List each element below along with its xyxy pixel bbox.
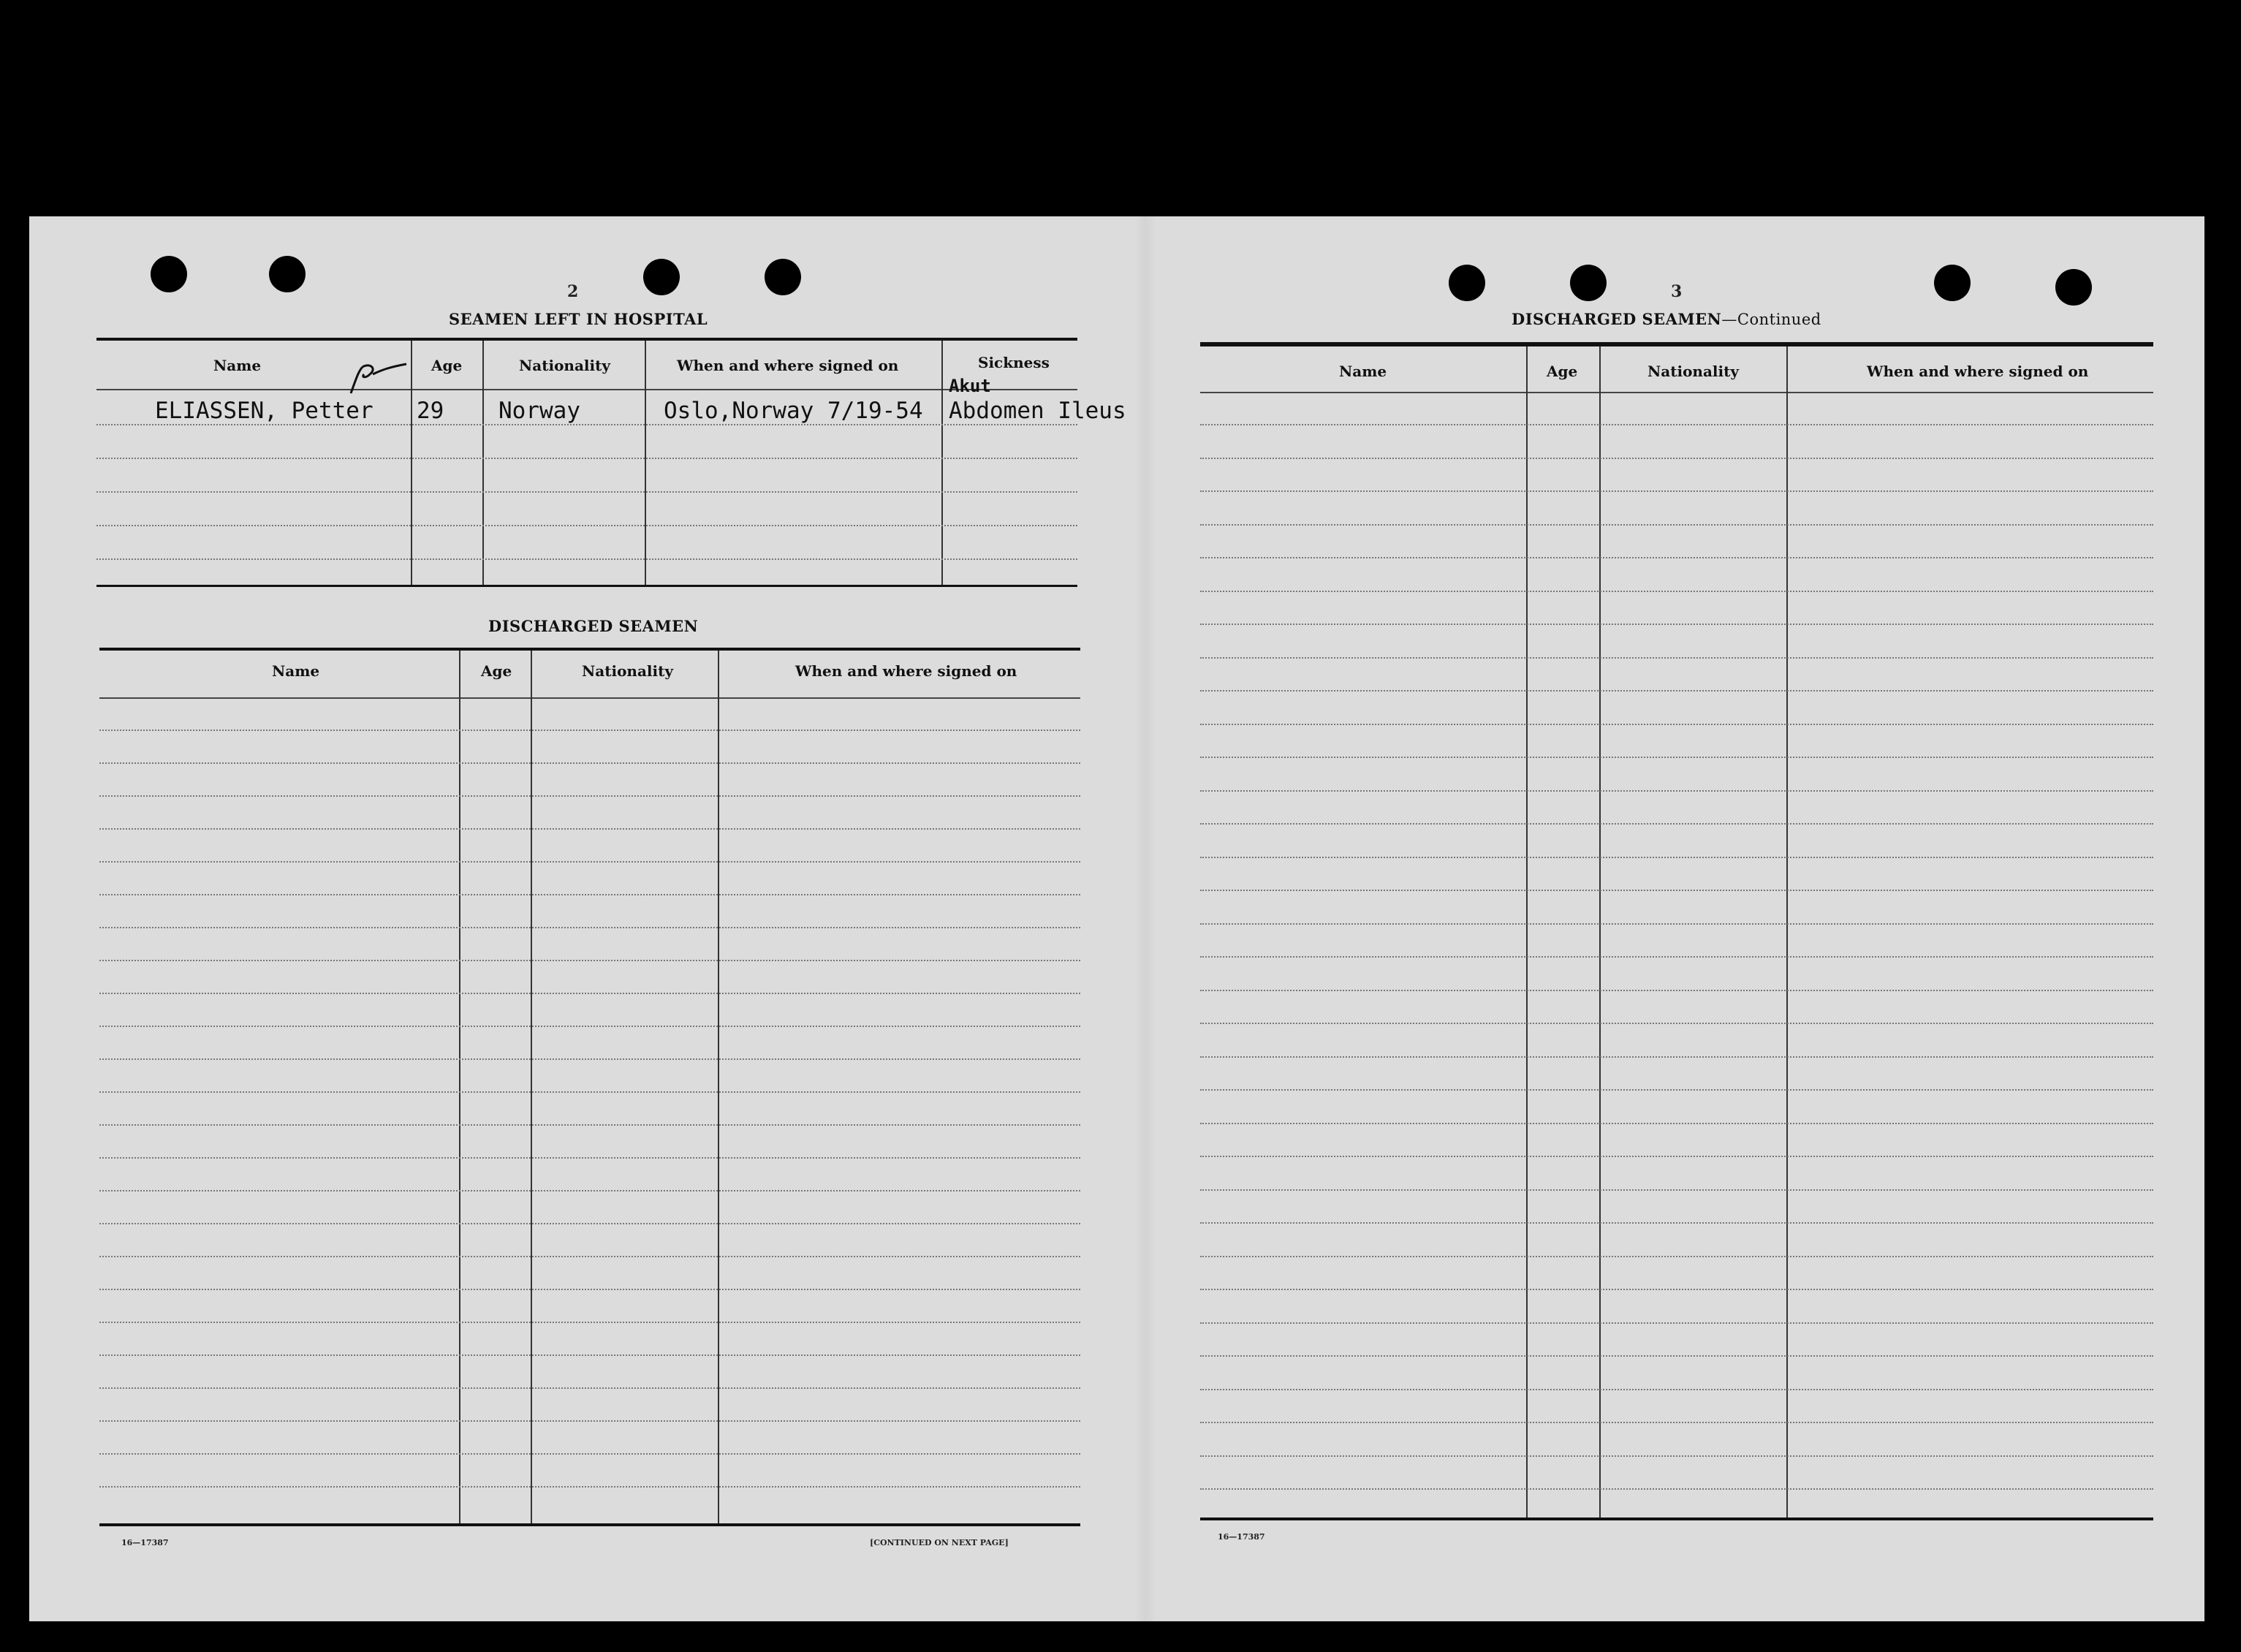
row-rule bbox=[1200, 1355, 2153, 1357]
table-row bbox=[96, 396, 1126, 428]
punch-hole bbox=[1934, 265, 1971, 301]
col-header-nationality: Nationality bbox=[519, 357, 610, 374]
handwritten-mark bbox=[348, 360, 414, 396]
row-rule bbox=[99, 1124, 1080, 1126]
continued-note: [CONTINUED ON NEXT PAGE] bbox=[870, 1538, 1009, 1547]
row-rule bbox=[99, 795, 1080, 797]
row-rule bbox=[99, 1223, 1080, 1224]
sickness-annotation: Akut bbox=[949, 376, 991, 396]
hospital-section-title: SEAMEN LEFT IN HOSPITAL bbox=[449, 310, 708, 328]
row-rule bbox=[99, 1453, 1080, 1455]
row-rule bbox=[99, 1322, 1080, 1323]
row-rule bbox=[99, 1157, 1080, 1159]
row-rule bbox=[99, 894, 1080, 895]
row-rule bbox=[99, 1354, 1080, 1356]
col-header-name: Name bbox=[272, 662, 320, 680]
punch-hole bbox=[269, 256, 306, 292]
row-rule bbox=[99, 1420, 1080, 1422]
col-header-signed-on: When and where signed on bbox=[795, 662, 1017, 680]
col-header-nationality: Nationality bbox=[582, 662, 673, 680]
row-rule bbox=[1200, 1189, 2153, 1191]
row-rule bbox=[99, 828, 1080, 830]
row-rule bbox=[99, 960, 1080, 961]
row-rule bbox=[1200, 557, 2153, 558]
row-rule bbox=[1200, 657, 2153, 659]
form-number-left: 16—17387 bbox=[121, 1538, 169, 1547]
hospital-table bbox=[96, 338, 1126, 592]
row-rule bbox=[99, 927, 1080, 928]
row-rule bbox=[1200, 690, 2153, 692]
page-number-right: 3 bbox=[1671, 282, 1683, 301]
seaman-name: ELIASSEN, Petter bbox=[155, 398, 374, 424]
row-rule bbox=[99, 1289, 1080, 1290]
discharged-table-right bbox=[1200, 342, 2153, 1526]
row-rule bbox=[1200, 458, 2153, 459]
row-rule bbox=[1200, 1455, 2153, 1457]
form-number-right: 16—17387 bbox=[1218, 1532, 1265, 1542]
row-rule bbox=[99, 1256, 1080, 1257]
row-rule bbox=[1200, 890, 2153, 891]
punch-hole bbox=[2055, 269, 2092, 306]
row-rule bbox=[1200, 1389, 2153, 1390]
row-rule bbox=[99, 1387, 1080, 1389]
col-header-age: Age bbox=[1547, 363, 1578, 380]
row-rule bbox=[1200, 624, 2153, 625]
row-rule bbox=[1200, 1023, 2153, 1024]
row-rule bbox=[99, 762, 1080, 764]
row-rule bbox=[99, 1026, 1080, 1027]
col-header-signed-on: When and where signed on bbox=[1867, 363, 2089, 380]
row-rule bbox=[1200, 823, 2153, 825]
row-rule bbox=[1200, 1222, 2153, 1224]
row-rule bbox=[99, 730, 1080, 731]
discharged-section-title: DISCHARGED SEAMEN bbox=[488, 617, 699, 635]
row-rule bbox=[1200, 923, 2153, 925]
col-header-nationality: Nationality bbox=[1647, 363, 1739, 380]
row-rule bbox=[99, 1058, 1080, 1060]
col-header-age: Age bbox=[431, 357, 463, 374]
row-rule bbox=[1200, 1156, 2153, 1157]
row-rule bbox=[99, 1486, 1080, 1488]
punch-hole bbox=[643, 259, 680, 295]
col-header-sickness: Sickness bbox=[978, 354, 1050, 371]
col-header-name: Name bbox=[213, 357, 262, 374]
punch-hole bbox=[1449, 265, 1485, 301]
row-rule bbox=[1200, 424, 2153, 425]
row-rule bbox=[1200, 1089, 2153, 1091]
row-rule bbox=[1200, 524, 2153, 526]
seaman-sickness: Abdomen Ileus bbox=[949, 398, 1126, 424]
row-rule bbox=[1200, 1056, 2153, 1058]
row-rule bbox=[1200, 857, 2153, 858]
row-rule bbox=[1200, 1488, 2153, 1490]
row-rule bbox=[1200, 956, 2153, 958]
punch-hole bbox=[151, 256, 187, 292]
page-fold bbox=[1134, 216, 1156, 1621]
row-rule bbox=[1200, 790, 2153, 792]
row-rule bbox=[1200, 1289, 2153, 1290]
row-rule bbox=[99, 1091, 1080, 1093]
row-rule bbox=[1200, 1322, 2153, 1324]
row-rule bbox=[1200, 490, 2153, 492]
col-header-age: Age bbox=[481, 662, 512, 680]
punch-hole bbox=[1570, 265, 1607, 301]
col-header-name: Name bbox=[1339, 363, 1387, 380]
row-rule bbox=[99, 993, 1080, 994]
seaman-nationality: Norway bbox=[498, 398, 580, 424]
row-rule bbox=[1200, 591, 2153, 592]
row-rule bbox=[99, 861, 1080, 863]
row-rule bbox=[1200, 1256, 2153, 1257]
title-main: DISCHARGED SEAMEN bbox=[1512, 310, 1722, 328]
seaman-signed-on: Oslo,Norway 7/19-54 bbox=[664, 398, 923, 424]
discharged-continued-title bbox=[1512, 310, 1821, 328]
title-suffix: —Continued bbox=[1721, 311, 1821, 328]
col-header-signed-on: When and where signed on bbox=[677, 357, 899, 374]
row-rule bbox=[1200, 990, 2153, 991]
scanned-document bbox=[29, 216, 2204, 1621]
row-rule bbox=[99, 1190, 1080, 1191]
row-rule bbox=[1200, 1123, 2153, 1124]
seaman-age: 29 bbox=[417, 398, 444, 424]
row-rule bbox=[1200, 757, 2153, 758]
punch-hole bbox=[765, 259, 801, 295]
row-rule bbox=[1200, 724, 2153, 725]
page-number-left: 2 bbox=[567, 282, 579, 301]
discharged-table-left bbox=[99, 648, 1080, 1532]
row-rule bbox=[1200, 1422, 2153, 1423]
